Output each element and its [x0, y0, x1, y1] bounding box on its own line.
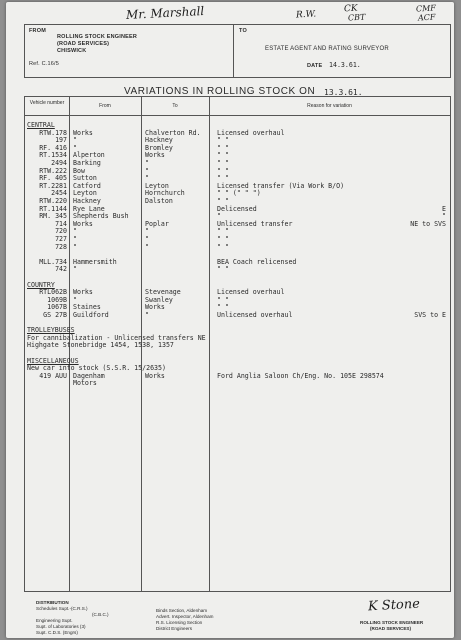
table-cell-r: Licensed overhaul	[217, 128, 285, 137]
table-cell-v: 419 AUU	[39, 371, 67, 380]
table-cell-r: " "	[217, 174, 229, 183]
table-cell-r: " " (" " ")	[217, 189, 261, 198]
table-cell-t: Poplar	[145, 219, 169, 228]
table-cell-x: E	[442, 204, 446, 213]
column-header-reason: Reason for variation	[307, 103, 352, 109]
table-cell-x: NE to SVS	[410, 219, 446, 228]
table-cell-v: Highgate Stonebridge 1454, 1538, 1357	[27, 341, 174, 350]
table-cell-v: 2454	[51, 189, 67, 198]
from-line-3: CHISWICK	[57, 48, 87, 54]
to-label: TO	[239, 28, 247, 34]
table-cell-v: 1067B	[47, 303, 67, 312]
table-cell-r: " "	[217, 166, 229, 175]
handwritten-initials: R.W.	[295, 9, 317, 21]
table-cell-r: " "	[217, 242, 229, 251]
document-sheet	[6, 2, 454, 638]
table-cell-t: Stevenage	[145, 288, 181, 297]
table-cell-f: Leyton	[73, 189, 97, 198]
table-cell-f: "	[73, 136, 77, 145]
handwritten-initials: CBT	[347, 12, 366, 23]
distribution-middle-1: Binds Section, Aldenham	[156, 608, 208, 613]
table-cell-v: RF. 416	[39, 143, 67, 152]
table-cell-f: "	[73, 143, 77, 152]
distribution-left-1: Schedules Supt.-(C.R.S.)	[36, 606, 88, 611]
from-line-1: ROLLING STOCK ENGINEER	[57, 34, 138, 40]
column-header-from: From	[99, 103, 111, 109]
table-cell-v: 742	[55, 265, 67, 274]
table-cell-t: "	[145, 227, 149, 236]
distribution-label: DISTRIBUTION	[36, 600, 69, 605]
distribution-left-4: Supt. of Laboratories (3)	[36, 624, 86, 629]
table-cell-f: Guildford	[73, 311, 109, 319]
table-cell-t: "	[145, 159, 149, 167]
table-cell-r: "	[217, 212, 221, 221]
table-cell-v: COUNTRY	[27, 280, 55, 289]
table-cell-v: RTW.178	[39, 128, 67, 137]
handwritten-initials: CMF	[415, 3, 437, 14]
table-cell-f: Catford	[73, 181, 101, 190]
table-cell-f: Motors	[73, 379, 97, 388]
table-cell-t: Bromley	[145, 143, 173, 152]
signature: K Stone	[367, 596, 421, 615]
table-cell-v: 728	[55, 242, 67, 251]
table-cell-v: MLL.734	[39, 257, 67, 266]
variations-table	[24, 96, 451, 592]
table-cell-t: Dalston	[145, 197, 173, 205]
handwritten-initials: CK	[343, 3, 358, 15]
to-value: ESTATE AGENT AND RATING SURVEYOR	[265, 46, 389, 52]
document-title: VARIATIONS IN ROLLING STOCK ON	[124, 86, 316, 97]
header-divider	[233, 25, 234, 77]
table-cell-x: "	[442, 212, 446, 221]
table-cell-f: Hammersmith	[73, 257, 117, 266]
table-cell-v: 720	[55, 227, 67, 236]
date-label: DATE	[307, 63, 323, 69]
table-cell-t: Hackney	[145, 136, 173, 145]
column-header-to: To	[172, 103, 178, 109]
table-cell-r: " "	[217, 197, 229, 205]
table-cell-r: Unlicensed transfer	[217, 219, 293, 228]
from-line-2: (ROAD SERVICES)	[57, 41, 110, 47]
handwritten-initials: ACF	[417, 12, 436, 23]
table-cell-f: "	[73, 235, 77, 243]
table-cell-r: " "	[217, 151, 229, 160]
memo-header	[24, 24, 451, 78]
table-cell-r: Unlicensed overhaul	[217, 311, 293, 319]
table-cell-r: Ford Anglia Saloon Ch/Eng. No. 105E 298574	[217, 371, 384, 380]
distribution-middle-3: R.S. Licensing Section	[156, 620, 203, 625]
table-cell-v: New car into stock (S.S.R. 15/2635)	[27, 364, 166, 373]
date-value: 14.3.61.	[329, 61, 361, 69]
table-cell-f: Rye Lane	[73, 204, 105, 213]
table-cell-v: 727	[55, 235, 67, 243]
table-cell-r: " "	[217, 136, 229, 145]
handwritten-addressee: Mr. Marshall	[125, 3, 205, 23]
table-cell-v: RF. 405	[39, 174, 67, 183]
table-cell-v: RM. 345	[39, 212, 67, 221]
table-cell-t: "	[145, 174, 149, 183]
table-cell-r: " "	[217, 143, 229, 152]
distribution-left-5: Supt. C.D.S. (Engrs)	[36, 630, 78, 635]
table-cell-r: " "	[217, 227, 229, 236]
table-cell-r: " "	[217, 303, 229, 312]
table-cell-f: Works	[73, 219, 93, 228]
table-cell-v: 2494	[51, 159, 67, 167]
from-label: FROM	[29, 28, 46, 34]
table-cell-t: "	[145, 166, 149, 175]
table-cell-v: 197	[55, 136, 67, 145]
table-cell-v: CENTRAL	[27, 121, 55, 129]
table-cell-x: SVS to E	[414, 311, 446, 319]
column-divider	[209, 97, 210, 591]
distribution-middle-2: Advert. Inspector, Aldenham	[156, 614, 214, 619]
signatory-title: ROLLING STOCK ENGINEER	[360, 620, 424, 625]
table-cell-f: Shepherds Bush	[73, 212, 129, 221]
table-cell-t: "	[145, 311, 149, 319]
table-cell-v: RT.2281	[39, 181, 67, 190]
table-cell-f: Works	[73, 288, 93, 297]
table-cell-t: Leyton	[145, 181, 169, 190]
header-rule	[25, 115, 450, 116]
table-cell-f: Staines	[73, 303, 101, 312]
table-cell-v: 714	[55, 219, 67, 228]
table-cell-f: Hackney	[73, 197, 101, 205]
table-cell-v: 1069B	[47, 295, 67, 304]
table-cell-r: " "	[217, 265, 229, 274]
table-cell-t: Hornchurch	[145, 189, 185, 198]
table-cell-r: Licensed transfer (Via Work B/O)	[217, 181, 345, 190]
table-cell-t: "	[145, 242, 149, 251]
table-cell-r: BEA Coach relicensed	[217, 257, 297, 266]
table-cell-v: TROLLEYBUSES	[27, 326, 75, 335]
table-cell-v: RT.1144	[39, 204, 67, 213]
table-cell-v: RTW.220	[39, 197, 67, 205]
table-cell-t: Swanley	[145, 295, 173, 304]
distribution-left-3: Engineering Supt.	[36, 618, 73, 623]
table-cell-f: Sutton	[73, 174, 97, 183]
table-cell-f: "	[73, 227, 77, 236]
distribution-left-2: (C.B.C.)	[92, 612, 109, 617]
table-cell-t: "	[145, 235, 149, 243]
table-cell-f: Works	[73, 128, 93, 137]
table-cell-f: Bow	[73, 166, 85, 175]
table-cell-v: RTL062B	[39, 288, 67, 297]
title-date: 13.3.61.	[324, 88, 363, 97]
table-cell-t: Works	[145, 151, 165, 160]
table-cell-f: "	[73, 295, 77, 304]
table-cell-v: MISCELLANEOUS	[27, 356, 79, 365]
table-cell-f: Dagenham	[73, 371, 105, 380]
table-cell-f: "	[73, 242, 77, 251]
table-cell-r: " "	[217, 295, 229, 304]
table-cell-f: Alperton	[73, 151, 105, 160]
distribution-middle-4: District Engineers	[156, 626, 192, 631]
table-cell-t: Works	[145, 371, 165, 380]
table-cell-v: RT.1534	[39, 151, 67, 160]
column-header-vehicle: Vehicle number	[29, 100, 65, 106]
table-cell-v: RTW.222	[39, 166, 67, 175]
table-cell-f: Barking	[73, 159, 101, 167]
table-cell-r: " "	[217, 235, 229, 243]
ref-label: Ref. C.16/5	[29, 61, 60, 67]
signatory-subtitle: (ROAD SERVICES)	[370, 626, 412, 631]
table-cell-r: Delicensed	[217, 204, 257, 213]
table-cell-f: "	[73, 265, 77, 274]
table-cell-v: GS 27B	[43, 311, 67, 319]
table-cell-v: For cannibalization - Unlicensed transfers NE	[27, 333, 206, 342]
table-cell-r: Licensed overhaul	[217, 288, 285, 297]
table-cell-r: " "	[217, 159, 229, 167]
table-cell-t: Works	[145, 303, 165, 312]
table-cell-t: Chalverton Rd.	[145, 128, 201, 137]
